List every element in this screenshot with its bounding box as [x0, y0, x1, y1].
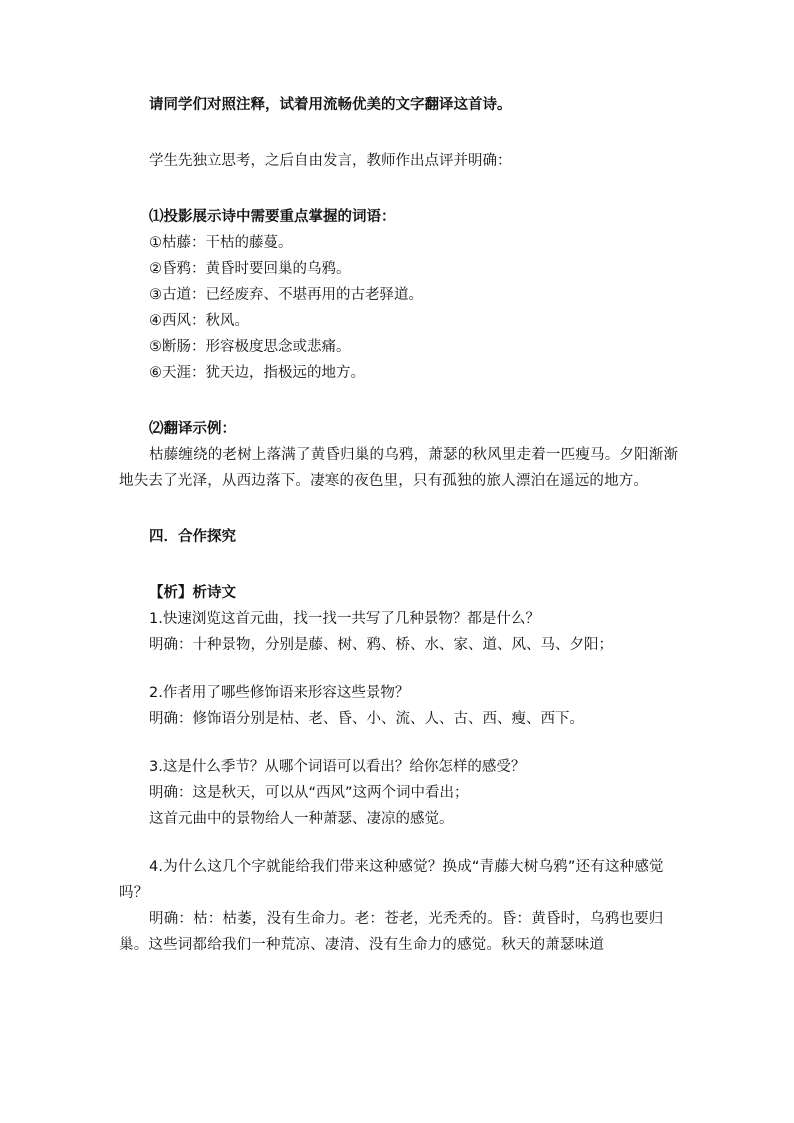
answer-2: 明确：修饰语分别是枯、老、昏、小、流、人、古、西、瘦、西下。: [149, 711, 584, 727]
vocab-item: ①枯藤：干枯的藤蔓。: [149, 235, 293, 251]
answer-4: 明确：枯：枯萎，没有生命力。老：苍老，光秃秃的。昏：黄昏时，乌鸦也要归巢。这些词都给我们一种荒凉、凄清、没有生命力的感觉。秋天的萧瑟味道: [119, 911, 664, 953]
vocab-item: ③古道：已经废弃、不堪再用的古老驿道。: [149, 287, 423, 303]
translation-heading: ⑵翻译示例：: [149, 421, 236, 437]
section-title: 四．合作探究: [149, 529, 236, 545]
section-subtitle: 【析】析诗文: [149, 585, 236, 601]
vocab-item: ④西风：秋风。: [149, 313, 249, 329]
answer-1: 明确：十种景物，分别是藤、树、鸦、桥、水、家、道、风、马、夕阳；: [149, 637, 613, 653]
question-2: 2.作者用了哪些修饰语来形容这些景物？: [149, 685, 410, 701]
process-text: 学生先独立思考，之后自由发言，教师作出点评并明确：: [149, 153, 512, 169]
vocab-item: ⑤断肠：形容极度思念或悲痛。: [149, 339, 351, 355]
document-page: [119, 92, 679, 958]
question-4: 4.为什么这几个字就能给我们带来这种感觉？换成“青藤大树乌鸦”还有这种感觉吗？: [119, 859, 664, 901]
question-1: 1.快速浏览这首元曲，找一找一共写了几种景物？都是什么？: [149, 611, 540, 627]
instruction-text: 请同学们对照注释，试着用流畅优美的文字翻译这首诗。: [149, 97, 512, 113]
vocab-item: ②昏鸦：黄昏时要回巢的乌鸦。: [149, 261, 351, 277]
answer-3-line-1: 明确：这是秋天，可以从“西风”这两个词中看出；: [149, 785, 469, 801]
vocab-heading: ⑴投影展示诗中需要重点掌握的词语：: [149, 209, 396, 225]
translation-text: 枯藤缠绕的老树上落满了黄昏归巢的乌鸦，萧瑟的秋风里走着一匹瘦马。夕阳渐渐地失去了光泽，从西边落下。凄寒的夜色里，只有孤独的旅人漂泊在遥远的地方。: [119, 447, 679, 489]
question-3: 3.这是什么季节？从哪个词语可以看出？给你怎样的感受？: [149, 759, 526, 775]
answer-3-line-2: 这首元曲中的景物给人一种萧瑟、凄凉的感觉。: [149, 811, 454, 827]
vocab-item: ⑥天涯：犹天边，指极远的地方。: [149, 365, 365, 381]
